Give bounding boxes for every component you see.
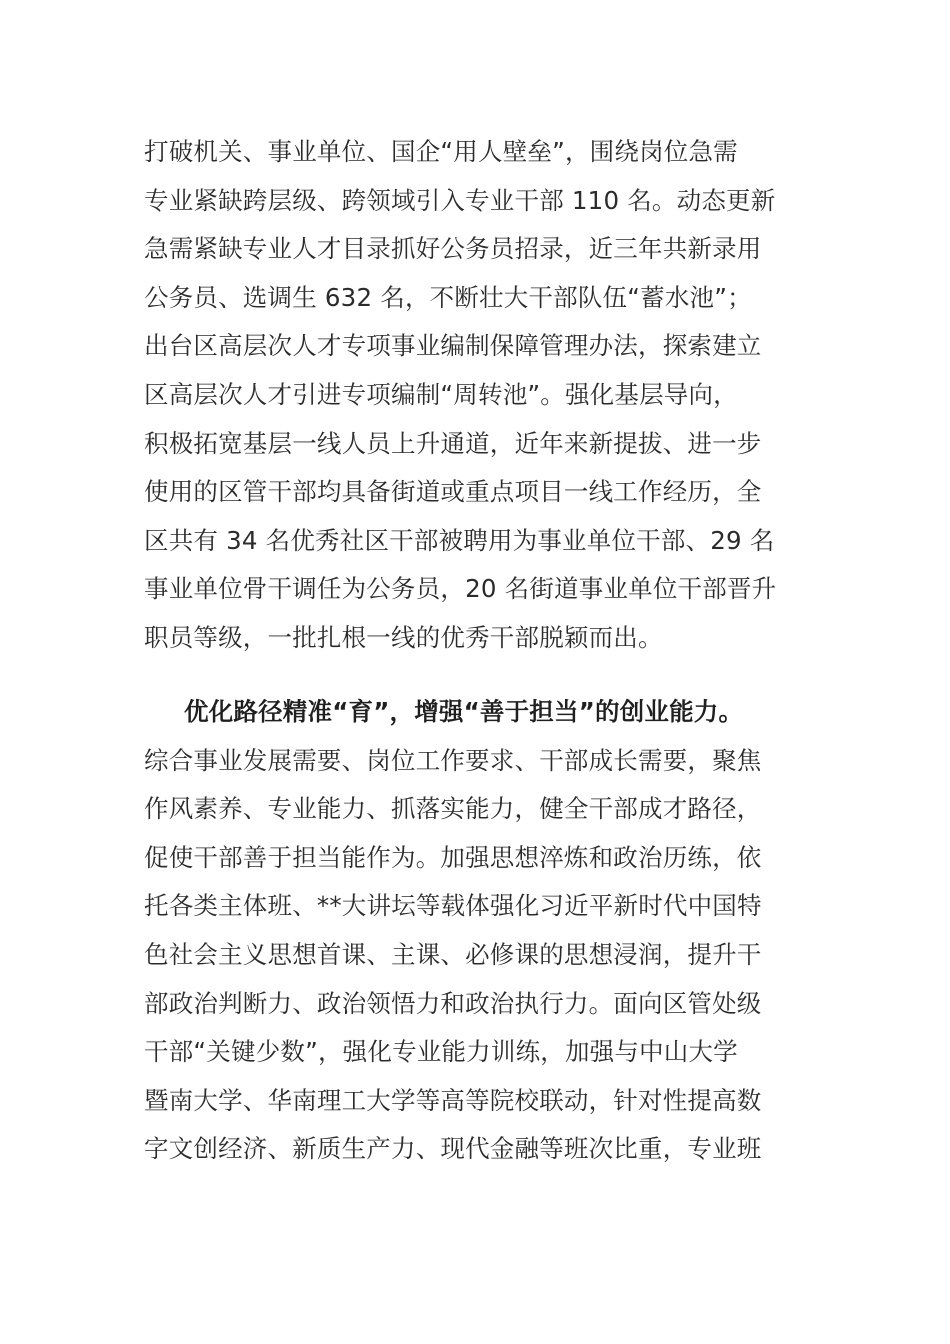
text-line: 暨南大学、华南理工大学等高等院校联动，针对性提高数 xyxy=(144,1085,762,1115)
text-line: 作风素养、专业能力、抓落实能力，健全干部成才路径， xyxy=(144,794,762,824)
text-line: 急需紧缺专业人才目录抓好公务员招录，近三年共新录用 xyxy=(144,234,762,264)
text-line: 托各类主体班、**大讲坛等载体强化习近平新时代中国特 xyxy=(144,891,762,921)
text-line: 干部“关键少数”，强化专业能力训练，加强与中山大学 xyxy=(144,1037,738,1067)
text-line: 公务员、选调生 632 名，不断壮大干部队伍“蓄水池”； xyxy=(144,282,752,312)
text-line: 色社会主义思想首课、主课、必修课的思想浸润，提升干 xyxy=(144,939,762,969)
paragraph-talent-introduction xyxy=(144,128,824,663)
text-line: 职员等级，一批扎根一线的优秀干部脱颖而出。 xyxy=(144,622,663,652)
text-line: 综合事业发展需要、岗位工作要求、干部成长需要，聚焦 xyxy=(144,745,762,775)
text-line: 字文创经济、新质生产力、现代金融等班次比重，专业班 xyxy=(144,1134,762,1164)
section-heading: 优化路径精准“育”，增强“善于担当”的创业能力。 xyxy=(184,697,744,726)
text-line: 打破机关、事业单位、国企“用人壁垒”，围绕岗位急需 xyxy=(144,137,738,166)
text-line: 积极拓宽基层一线人员上升通道，近年来新提拔、进一步 xyxy=(144,428,762,458)
text-line: 使用的区管干部均具备街道或重点项目一线工作经历，全 xyxy=(144,477,762,507)
text-line: 部政治判断力、政治领悟力和政治执行力。面向区管处级 xyxy=(144,988,762,1018)
text-line: 区共有 34 名优秀社区干部被聘用为事业单位干部、29 名 xyxy=(144,525,775,555)
text-line: 促使干部善于担当能作为。加强思想淬炼和政治历练，依 xyxy=(144,842,762,872)
text-line: 专业紧缺跨层级、跨领域引入专业干部 110 名。动态更新 xyxy=(144,185,776,215)
text-line: 区高层次人才引进专项编制“周转池”。强化基层导向， xyxy=(144,379,738,409)
text-line: 事业单位骨干调任为公务员，20 名街道事业单位干部晋升 xyxy=(144,574,777,604)
text-line: 出台区高层次人才专项事业编制保障管理办法，探索建立 xyxy=(144,331,762,361)
paragraph-cadre-training xyxy=(144,688,824,1174)
